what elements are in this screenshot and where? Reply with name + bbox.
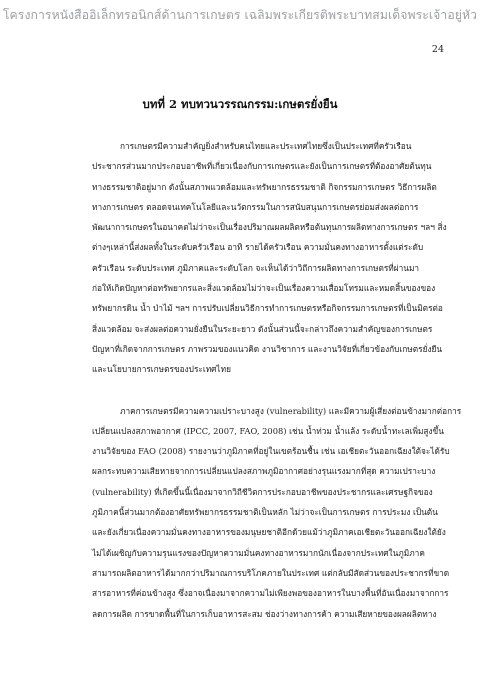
text-line: ไม่ได้เผชิญกับความรุนแรงของปัญหาความมั่นคงทางอาหารมากนักเนื่องจากประเทศในภูมิภาค [92, 547, 425, 558]
text-line: (vulnerability) ที่เกิดขึ้นนี้เนื่องมาจากวิถีชีวิตการประกอบอาชีพของประชากรและเศรษฐกิจของ [92, 486, 433, 497]
text-line: ประชากรส่วนมากประกอบอาชีพที่เกี่ยวเนื่องกับการเกษตรและยังเป็นการเกษตรที่ต้องอาศัยต้นทุน [92, 161, 432, 172]
page-number: 24 [431, 44, 444, 55]
paragraph-2 [92, 401, 462, 624]
running-header: โครงการหนังสืออิเล็กทรอนิกส์ด้านการเกษตร เฉลิมพระเกียรติพระบาทสมเด็จพระเจ้าอยู่หัว [2, 8, 478, 22]
text-line: ทางธรรมชาติอยู่มาก ดังนั้นสภาพแวดล้อมและทรัพยากรธรรมชาติ กิจกรรมการเกษตร วิธีการผลิต [92, 181, 437, 192]
text-line: ภาคการเกษตรมีความความเปราะบางสูง (vulnerability) และมีความผู้เสี่ยงต่อนข้างมากต่อการ [120, 405, 462, 416]
text-line: ผลกระทบความเสียหายจากการเปลี่ยนแปลงสภาพภูมิอากาศอย่างรุนแรงมากที่สุด ความเปราะบาง [92, 466, 436, 477]
text-line: ทางการเกษตร ตลอดจนเทคโนโลยีและนวัตกรรมในการสนับสนุนการเกษตรย่อมส่งผลต่อการ [92, 201, 419, 212]
text-line: พัฒนาการเกษตรในอนาคตไม่ว่าจะเป็นเรื่องปริมาณผลผลิตหรือต้นทุนการผลิตทางการเกษตร ฯลฯ สิ่ง [92, 222, 447, 233]
chapter-title: บทที่ 2 ทบทวนวรรณกรรม:เกษตรยั่งยืน [142, 97, 338, 111]
text-line: ปัญหาที่เกิดจากการเกษตร ภาพรวมของแนวคิด งานวิชาการ และงานวิจัยที่เกี่ยวข้องกับเกษตรยั่งยืน [92, 343, 443, 354]
text-line: ภูมิภาคนี้ส่วนมากต้องอาศัยทรัพยากรธรรมชาติเป็นหลัก ไม่ว่าจะเป็นการเกษตร การประมง เป็นต้น [92, 507, 438, 518]
text-line: ก่อให้เกิดปัญหาต่อทรัพยากรและสิ่งแวดล้อมไม่ว่าจะเป็นเรื่องความเสื่อมโทรมและหมดสิ้นของของ [92, 283, 436, 294]
text-line: และนโยบายการเกษตรของประเทศไทย [92, 364, 231, 375]
paragraph-gap [92, 380, 422, 401]
text-line: สารอาหารที่ค่อนข้างสูง ซึ่งอาจเนื่องมาจากความไม่เพียงพอของอาหารในบางพื้นที่อันเนื่องมาจากการ [92, 588, 449, 599]
text-line: ต่างๆเหล่านี้ส่งผลทั้งในระดับครัวเรือน อาทิ รายได้ครัวเรือน ความมั่นคงทางอาหารตั้งแต่ระดับ [92, 242, 424, 253]
text-line: ครัวเรือน ระดับประเทศ ภูมิภาคและระดับโลก จะเห็นได้ว่าวิถีการผลิตทางการเกษตรที่ผ่านมา [92, 262, 420, 273]
text-line: ลดการผลิต การขาดพื้นที่ในการเก็บอาหารสะสม ช่องว่างทางการค้า ความเสียหายของผลผลิตทาง [92, 608, 437, 619]
text-line: เปลี่ยนแปลงสภาพอากาศ (IPCC, 2007, FAO, 2008) เช่น น้ำท่วม น้ำแล้ง ระดับน้ำทะเลเพิ่มสูงขึ้น [92, 425, 444, 436]
body-text [92, 136, 462, 624]
text-line: งานวิจัยของ FAO (2008) รายงานว่าภูมิภาคที่อยู่ในเขตร้อนชื้น เช่น เอเชียตะวันออกเฉียงใต้จะได้รับ [92, 446, 450, 457]
text-line: สิ่งแวดล้อม จะส่งผลต่อความยั่งยืนในระยะยาว ดังนั้นส่วนนี้จะกล่าวถึงความสำคัญของการเกษตร [92, 323, 433, 334]
text-line: สามารถผลิตอาหารได้มากกว่าปริมาณการบริโภคภายในประเทศ แต่กลับมีสัดส่วนของประชากรที่ขาด [92, 567, 450, 578]
text-line: ทรัพยากรดิน น้ำ ป่าไม้ ฯลฯ การปรับเปลี่ยนวิธีการทำการเกษตรหรือกิจกรรมการเกษตรที่เป็นมิตรต่อ [92, 303, 443, 314]
paragraph-1 [92, 136, 447, 380]
text-line: และยังเกี่ยวเนื่องความมั่นคงทางอาหารของมนุษยชาติอีกด้วยแม้ว่าภูมิภาคเอเชียตะวันออกเฉียงใต้ยัง [92, 527, 446, 538]
text-line: การเกษตรมีความสำคัญยิ่งสำหรับคนไทยและประเทศไทยซึ่งเป็นประเทศที่ครัวเรือน [120, 141, 412, 151]
